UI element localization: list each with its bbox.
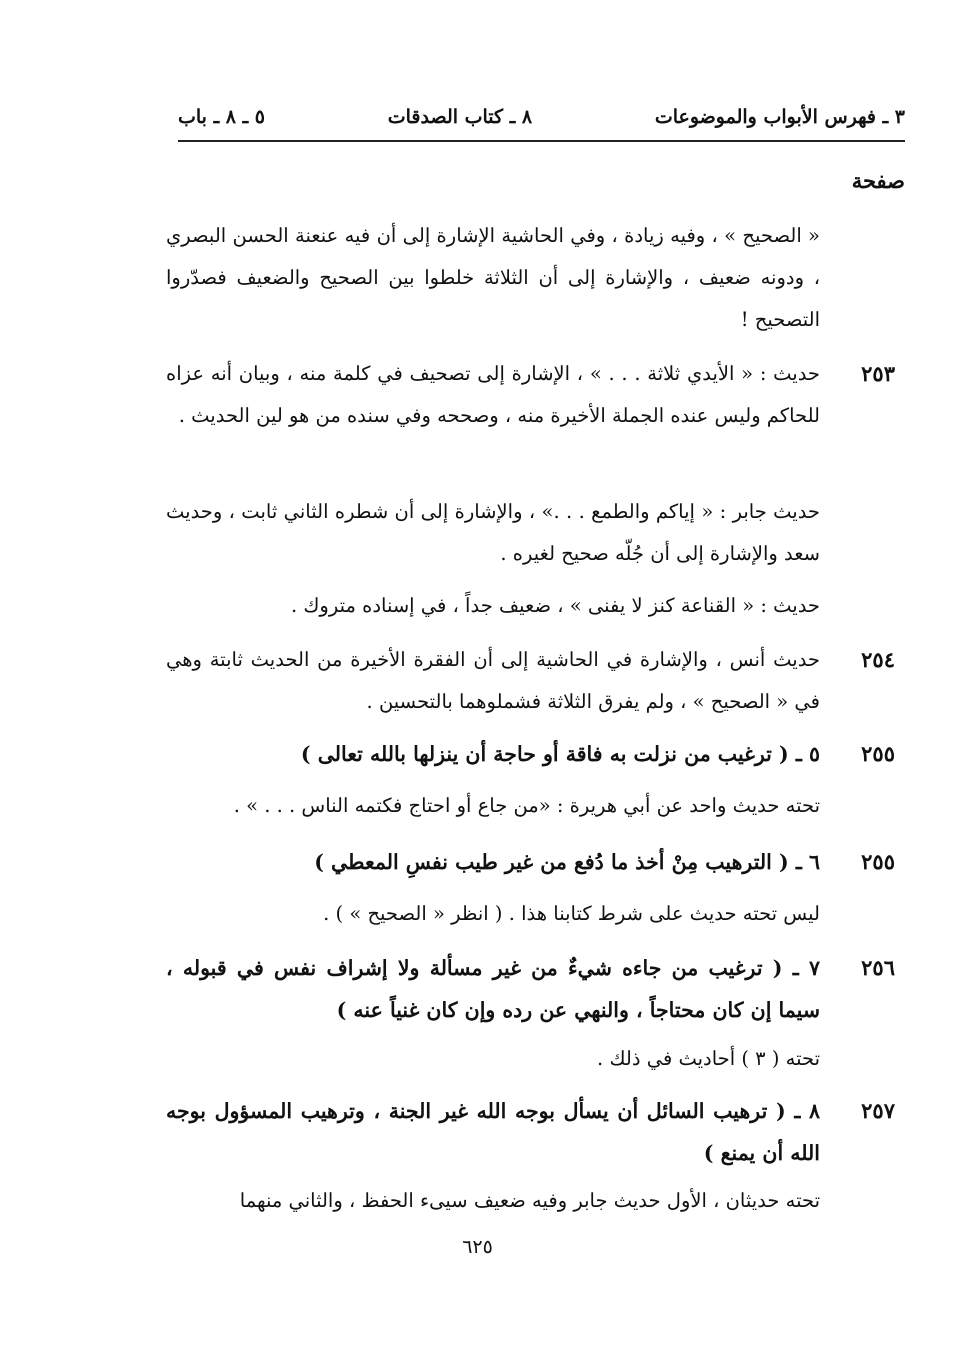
- chapter-heading-entry: [166, 947, 955, 1033]
- index-entry: [166, 785, 955, 829]
- chapter-heading-text: ٦ ـ ( الترهيب مِنْ أخذ ما دُفع من غير طيب نفسِ المعطي ): [314, 850, 820, 874]
- chapter-heading-text: ٨ ـ ( ترهيب السائل أن يسأل بوجه الله غير الجنة ، وترهيب المسؤول بوجه الله أن يمنع ): [166, 1099, 820, 1165]
- entry-text: حديث : « الأيدي ثلاثة . . . » ، الإشارة إلى تصحيف في كلمة منه ، وبيان أنه عزاه للحاكم وليس عنده الجملة الأخيرة منه ، وصححه وفي سنده من هو لين الحديث .: [166, 362, 820, 427]
- entry-text: « الصحيح » ، وفيه زيادة ، وفي الحاشية الإشارة إلى أن فيه عنعنة الحسن البصري ، ودونه ضعيف ، والإشارة إلى أن الثلاثة خلطوا بين الصحيح والضعيف فصدّروا التصحيح !: [166, 224, 820, 331]
- chapter-heading-entry: [166, 733, 955, 777]
- entry-page-number: ٢٥٥: [861, 741, 895, 766]
- chapter-heading-text: ٥ ـ ( ترغيب من نزلت به فاقة أو حاجة أن ينزلها بالله تعالى ): [300, 742, 820, 766]
- index-entry: [166, 353, 955, 483]
- chapter-heading-text: ٧ ـ ( ترغيب من جاءه شيءٌ من غير مسألة ولا إشراف نفس في قبوله ، سيما إن كان محتاجاً ، والنهي عن رده وإن كان غنياً عنه ): [166, 956, 820, 1022]
- entry-page-number: ٢٥٤: [861, 647, 895, 672]
- running-header: [178, 100, 905, 142]
- entry-text: حديث جابر : « إياكم والطمع . . .» ، والإشارة إلى أن شطره الثاني ثابت ، وحديث سعد والإشارة إلى أن جُلّه صحيح لغيره .: [166, 500, 820, 565]
- index-entry: [166, 1180, 955, 1224]
- index-entry: [166, 215, 955, 345]
- entry-page-number: ٢٥٦: [861, 955, 895, 980]
- index-entry: [166, 491, 955, 577]
- entry-text: حديث : « القناعة كنز لا يفنى » ، ضعيف جداً ، في إسناده متروك .: [290, 594, 820, 617]
- header-section-title: ٣ ـ فهرس الأبواب والموضوعات: [654, 106, 905, 128]
- entry-text: تحته ( ٣ ) أحاديث في ذلك .: [597, 1047, 820, 1070]
- entry-text: ليس تحته حديث على شرط كتابنا هذا . ( انظر « الصحيح » ) .: [323, 902, 820, 925]
- index-entry: [166, 893, 955, 937]
- entry-text: تحته حديثان ، الأول حديث جابر وفيه ضعيف سيىء الحفظ ، والثاني منهما: [239, 1189, 820, 1212]
- entry-page-number: ٢٥٣: [861, 361, 895, 386]
- chapter-heading-entry: [166, 1090, 955, 1176]
- header-chapter-range: ٥ ـ ٨ ـ باب: [178, 106, 265, 128]
- entry-page-number: ٢٥٥: [861, 849, 895, 874]
- index-entry: [166, 1038, 955, 1082]
- entry-page-number: ٢٥٧: [861, 1098, 895, 1123]
- entry-text: حديث أنس ، والإشارة في الحاشية إلى أن الفقرة الأخيرة من الحديث ثابتة وهي في « الصحيح » ، ولم يفرق الثلاثة فشملوهما بالتحسين .: [166, 648, 820, 713]
- page-column-label: صفحة: [851, 168, 905, 193]
- header-book-title: ٨ ـ كتاب الصدقات: [387, 106, 533, 128]
- entry-text: تحته حديث واحد عن أبي هريرة : «من جاع أو احتاج فكتمه الناس . . . » .: [233, 794, 820, 817]
- index-entry: [166, 585, 955, 629]
- index-entry: [166, 639, 955, 725]
- chapter-heading-entry: [166, 841, 955, 885]
- page-number: ٦٢٥: [462, 1236, 493, 1258]
